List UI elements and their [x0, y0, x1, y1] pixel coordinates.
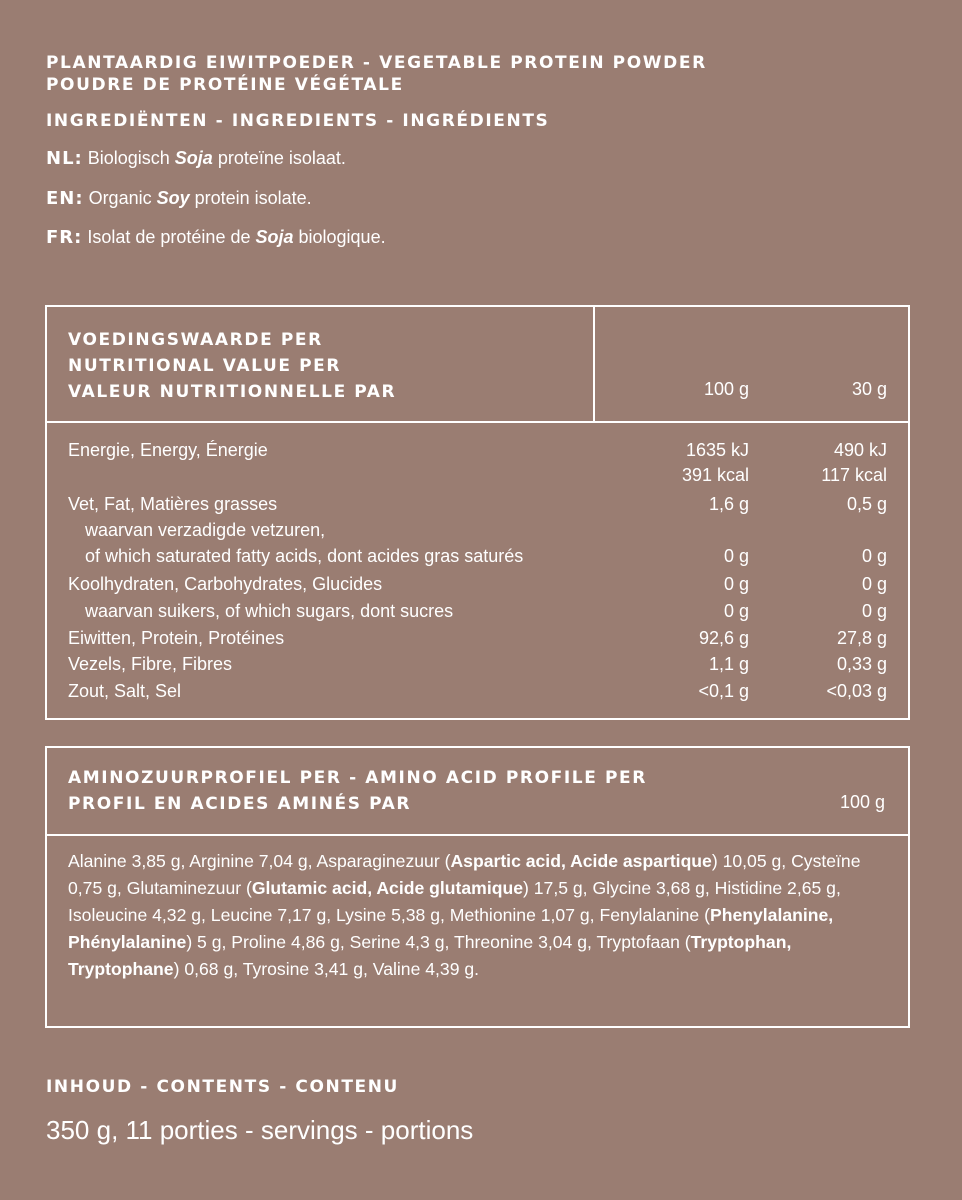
nutrition-heading-nl: VOEDINGSWAARDE PER: [68, 330, 323, 350]
nutrition-row-fat: [47, 491, 908, 518]
nutrition-row-protein: [47, 625, 908, 652]
row-label: Vezels, Fibre, Fibres: [68, 654, 233, 674]
amino-text: Alanine 3,85 g, Arginine 7,04 g, Asparaginezuur (: [68, 851, 451, 871]
row-label: Zout, Salt, Sel: [68, 681, 182, 701]
nutrition-table-header: [47, 307, 908, 423]
row-label: of which saturated fatty acids, dont acides gras saturés: [85, 546, 524, 566]
column-header-30g: 30 g: [851, 379, 887, 399]
nutrition-heading-fr: VALEUR NUTRITIONNELLE PAR: [68, 382, 397, 402]
nutrition-table: [45, 305, 910, 720]
value-30g: 0,33 g: [836, 654, 887, 674]
row-label: waarvan verzadigde vetzuren,: [85, 520, 326, 540]
value-30g: 117 kcal: [821, 465, 887, 485]
ingredient-text: protein isolate.: [189, 188, 312, 208]
product-title-line-2: POUDRE DE PROTÉINE VÉGÉTALE: [46, 75, 404, 95]
ingredient-line-nl: [46, 146, 346, 171]
nutrition-heading-en: NUTRITIONAL VALUE PER: [68, 356, 342, 376]
nutrition-row-saturated: [47, 543, 908, 570]
ingredient-text: biologique.: [293, 227, 386, 247]
value-30g: 490 kJ: [833, 440, 887, 460]
amino-text-bold: Tryptophan, Tryptophane: [68, 932, 792, 979]
value-100g: 0 g: [723, 574, 749, 594]
ingredient-line-en: [46, 186, 312, 211]
row-label: waarvan suikers, of which sugars, dont sucres: [85, 601, 454, 621]
amino-heading-line-2: PROFIL EN ACIDES AMINÉS PAR: [68, 794, 412, 814]
amino-column-header-100g: 100 g: [839, 792, 885, 812]
row-label: Energie, Energy, Énergie: [68, 440, 268, 460]
value-30g: 0 g: [861, 574, 887, 594]
ingredient-text: Isolat de protéine de: [82, 227, 256, 247]
lang-code: EN:: [46, 188, 84, 209]
amino-acid-list: [68, 848, 898, 983]
value-100g: 0 g: [723, 546, 749, 566]
ingredients-heading: INGREDIËNTEN - INGREDIENTS - INGRÉDIENTS: [46, 111, 550, 131]
lang-code: FR:: [46, 227, 83, 248]
ingredient-line-fr: [46, 225, 386, 250]
ingredient-text: Organic: [83, 188, 157, 208]
amino-text: ) 17,5 g, Glycine 3,68 g, Histidine 2,65 g, Isoleucine 4,32 g, Leucine 7,17 g, Lysine 5,38 g, Methionine 1,07 g, Fenylalanine (: [68, 878, 841, 925]
amino-text-bold: Glutamic acid, Acide glutamique: [251, 878, 523, 898]
value-30g: 0 g: [861, 601, 887, 621]
nutrition-heading: [68, 327, 396, 405]
value-100g: 0 g: [723, 601, 749, 621]
contents-value: 350 g, 11 porties - servings - portions: [46, 1115, 474, 1145]
product-title: [46, 52, 707, 96]
nutrition-row-fibre: [47, 651, 908, 678]
amino-heading: [68, 765, 647, 817]
value-30g: 27,8 g: [836, 628, 887, 648]
amino-text-bold: Aspartic acid, Acide aspartique: [450, 851, 712, 871]
amino-table-header: [47, 748, 908, 836]
contents-heading: INHOUD - CONTENTS - CONTENU: [46, 1077, 399, 1097]
amino-text: ) 0,68 g, Tyrosine 3,41 g, Valine 4,39 g.: [173, 959, 480, 979]
ingredient-text: Biologisch: [82, 148, 175, 168]
allergen-highlight: Soja: [174, 148, 213, 168]
product-title-line-1: PLANTAARDIG EIWITPOEDER - VEGETABLE PROTEIN POWDER: [46, 53, 707, 73]
amino-text: ) 5 g, Proline 4,86 g, Serine 4,3 g, Threonine 3,04 g, Tryptofaan (: [186, 932, 691, 952]
value-30g: <0,03 g: [826, 681, 887, 701]
value-100g: <0,1 g: [698, 681, 749, 701]
value-100g: 1635 kJ: [685, 440, 749, 460]
nutrition-row-energy-kj: [47, 437, 908, 464]
nutrition-row-saturated-label: [47, 517, 908, 544]
nutrition-row-carbohydrates: [47, 571, 908, 598]
allergen-highlight: Soja: [255, 227, 294, 247]
column-header-100g: 100 g: [703, 379, 749, 399]
amino-text-bold: Phenylalanine, Phénylalanine: [68, 905, 834, 952]
value-30g: 0,5 g: [846, 494, 887, 514]
header-divider: [593, 307, 595, 421]
value-30g: 0 g: [861, 546, 887, 566]
amino-text: ) 10,05 g, Cysteïne 0,75 g, Glutaminezuur (: [68, 851, 861, 898]
lang-code: NL:: [46, 148, 83, 169]
value-100g: 391 kcal: [681, 465, 749, 485]
nutrition-row-salt: [47, 678, 908, 705]
row-label: Eiwitten, Protein, Protéines: [68, 628, 285, 648]
amino-acid-table: [45, 746, 910, 1028]
value-100g: 1,6 g: [708, 494, 749, 514]
value-100g: 1,1 g: [708, 654, 749, 674]
row-label: Vet, Fat, Matières grasses: [68, 494, 278, 514]
row-label: Koolhydraten, Carbohydrates, Glucides: [68, 574, 383, 594]
nutrition-row-sugars: [47, 598, 908, 625]
amino-heading-line-1: AMINOZUURPROFIEL PER - AMINO ACID PROFILE PER: [68, 768, 647, 788]
ingredient-text: proteïne isolaat.: [212, 148, 346, 168]
value-100g: 92,6 g: [698, 628, 749, 648]
nutrition-row-energy-kcal: [47, 462, 908, 489]
allergen-highlight: Soy: [156, 188, 190, 208]
